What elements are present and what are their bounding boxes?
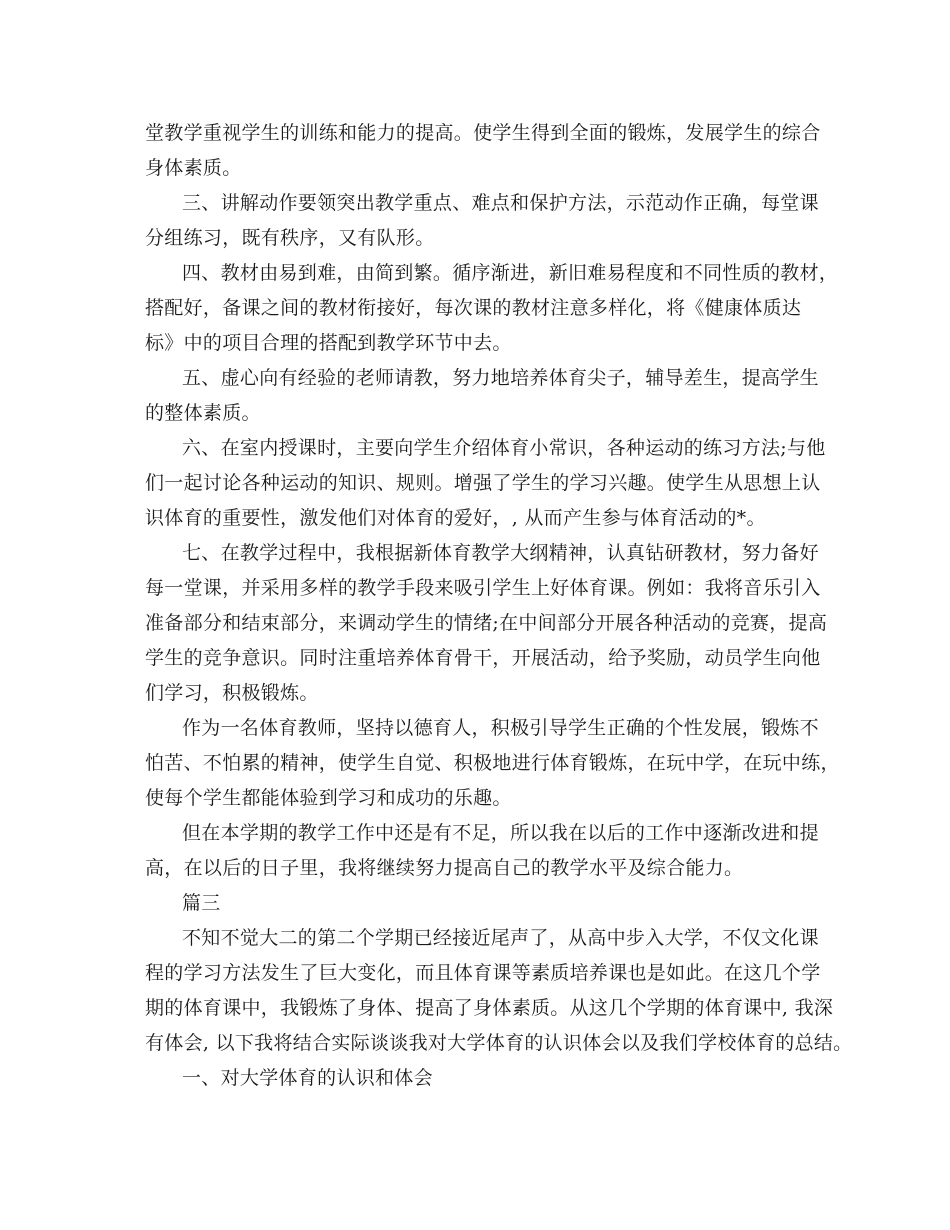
text-line: 的整体素质。: [145, 402, 261, 424]
text-line: 七、在教学过程中，我根据新体育教学大纲精神，认真钻研教材，努力备好: [182, 542, 819, 564]
text-line: 识体育的重要性，激发他们对体育的爱好，, 从而产生参与体育活动的*。: [145, 507, 766, 529]
document-body: [145, 116, 853, 1096]
text-line: 每一堂课，并采用多样的教学手段来吸引学生上好体育课。例如：我将音乐引入: [145, 577, 821, 599]
text-line: 们一起讨论各种运动的知识、规则。增强了学生的学习兴趣。使学生从思想上认: [145, 472, 821, 494]
text-line: 们学习，积极锻炼。: [145, 682, 319, 704]
text-line: 四、教材由易到难，由简到繁。循序渐进，新旧难易程度和不同性质的教材，: [182, 262, 839, 284]
text-line: 作为一名体育教师，坚持以德育人，积极引导学生正确的个性发展，锻炼不: [182, 717, 819, 739]
section-heading: 篇三: [182, 892, 221, 914]
text-line: 程的学习方法发生了巨大变化，而且体育课等素质培养课也是如此。在这几个学: [145, 962, 821, 984]
text-line: 分组练习，既有秩序，又有队形。: [145, 227, 435, 249]
text-line: 但在本学期的教学工作中还是有不足，所以我在以后的工作中逐渐改进和提: [182, 822, 819, 844]
text-line: 使每个学生都能体验到学习和成功的乐趣。: [145, 787, 512, 809]
text-line: 五、虚心向有经验的老师请教，努力地培养体育尖子，辅导差生，提高学生: [182, 367, 819, 389]
text-line: 搭配好，备课之间的教材衔接好，每次课的教材注意多样化，将《健康体质达: [145, 297, 802, 319]
text-line: 不知不觉大二的第二个学期已经接近尾声了，从高中步入大学，不仅文化课: [182, 927, 819, 949]
text-line: 三、讲解动作要领突出教学重点、难点和保护方法，示范动作正确，每堂课: [182, 192, 819, 214]
text-line: 准备部分和结束部分，来调动学生的情绪;在中间部分开展各种活动的竞赛，提高: [145, 612, 828, 634]
text-line: 六、在室内授课时，主要向学生介绍体育小常识，各种运动的练习方法;与他: [182, 437, 826, 459]
text-line: 标》中的项目合理的搭配到教学环节中去。: [145, 332, 512, 354]
text-line: 期的体育课中，我锻炼了身体、提高了身体素质。从这几个学期的体育课中, 我深: [145, 997, 834, 1019]
text-line: 有体会, 以下我将结合实际谈谈我对大学体育的认识体会以及我们学校体育的总结。: [145, 1032, 853, 1054]
text-line: 身体素质。: [145, 157, 242, 179]
text-line: 高，在以后的日子里，我将继续努力提高自己的教学水平及综合能力。: [145, 857, 744, 879]
text-line: 堂教学重视学生的训练和能力的提高。使学生得到全面的锻炼，发展学生的综合: [145, 122, 821, 144]
text-line: 怕苦、不怕累的精神，使学生自觉、积极地进行体育锻炼，在玩中学，在玩中练，: [145, 752, 840, 774]
text-line: 学生的竞争意识。同时注重培养体育骨干，开展活动，给予奖励，动员学生向他: [145, 647, 821, 669]
text-line: 一、对大学体育的认识和体会: [182, 1067, 433, 1089]
